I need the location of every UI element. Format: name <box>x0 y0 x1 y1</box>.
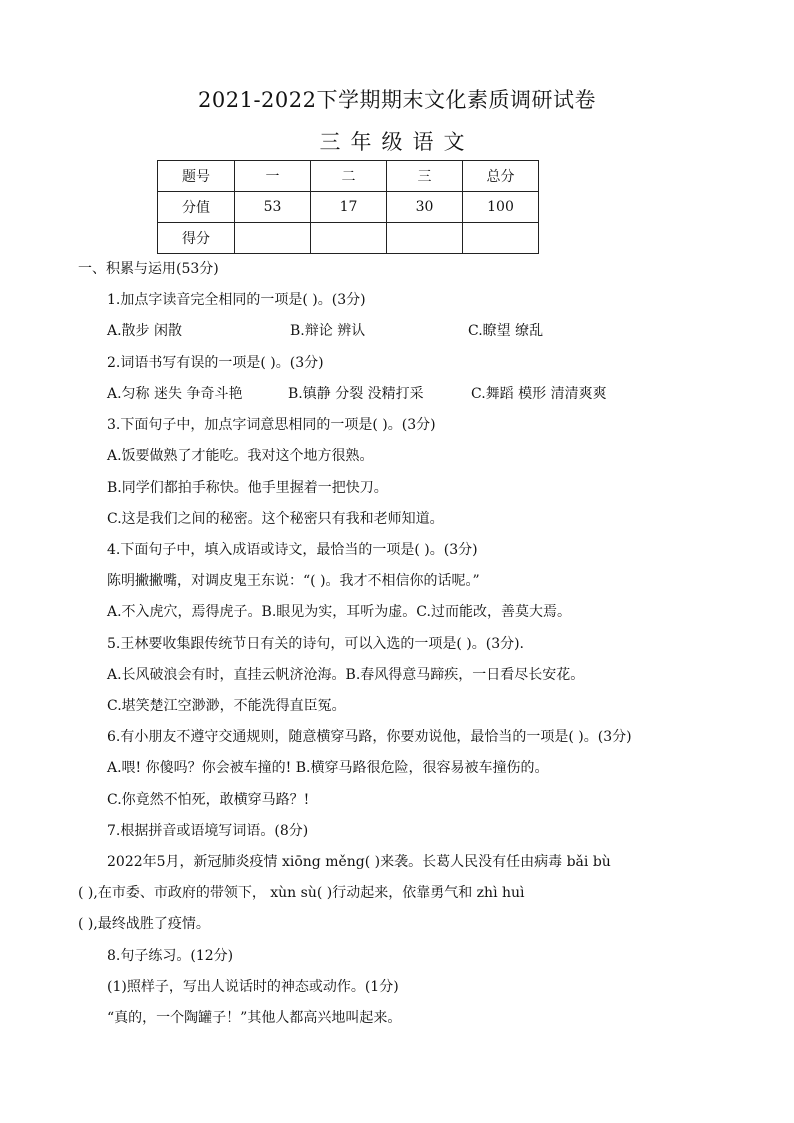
score-cell: 30 <box>387 192 463 223</box>
option-b: B.镇静 分裂 没精打采 <box>288 386 424 402</box>
option-b: B.同学们都拍手称快。他手里握着一把快刀。 <box>107 480 388 496</box>
question-text-7-line1: 2022年5月，新冠肺炎疫情 xiōng měng( )来袭。长葛人民没有任由病毒 bǎi bù <box>107 854 611 870</box>
question-stem-7: 7.根据拼音或语境写词语。(8分) <box>107 823 309 839</box>
score-header-cell: 总分 <box>463 161 539 192</box>
question-text-7-line2: ( ),在市委、市政府的带领下， xùn sù( )行动起来，依靠勇气和 zhì huì <box>78 885 525 901</box>
question-options-2 <box>107 384 607 404</box>
score-cell: 100 <box>463 192 539 223</box>
question-stem-4: 4.下面句子中，填入成语或诗文，最恰当的一项是( )。(3分) <box>107 542 478 558</box>
question-options-6: A.喂! 你傻吗？你会被车撞的! B.横穿马路很危险，很容易被车撞伤的。 <box>107 760 549 776</box>
score-cell: 17 <box>311 192 387 223</box>
score-table-row <box>158 192 539 223</box>
option-c: C.你竟然不怕死，敢横穿马路？! <box>107 792 310 808</box>
score-blank-cell[interactable] <box>463 223 539 254</box>
question-text-7-line3: ( ),最终战胜了疫情。 <box>78 916 210 932</box>
question-stem-6: 6.有小朋友不遵守交通规则，随意横穿马路，你要劝说他，最恰当的一项是( )。(3分) <box>107 729 632 745</box>
score-blank-cell[interactable] <box>387 223 463 254</box>
question-options-1 <box>107 321 707 341</box>
score-cell: 得分 <box>158 223 235 254</box>
question-stem-1: 1.加点字读音完全相同的一项是( )。(3分) <box>107 292 366 308</box>
question-options-4: A.不入虎穴，焉得虎子。B.眼见为实，耳听为虚。C.过而能改，善莫大焉。 <box>107 604 571 620</box>
exam-subtitle: 三年级语文 <box>319 130 475 154</box>
score-header-cell: 一 <box>235 161 311 192</box>
score-header-cell: 题号 <box>158 161 235 192</box>
question-options-5: A.长风破浪会有时，直挂云帆济沧海。B.春风得意马蹄疾，一日看尽长安花。 <box>107 667 585 683</box>
option-a: A.散步 闲散 <box>107 323 183 339</box>
question-stem-3: 3.下面句子中，加点字词意思相同的一项是( )。(3分) <box>107 417 436 433</box>
option-a: A.饭要做熟了才能吃。我对这个地方很熟。 <box>107 448 374 464</box>
score-header-cell: 二 <box>311 161 387 192</box>
option-c: C.这是我们之间的秘密。这个秘密只有我和老师知道。 <box>107 511 444 527</box>
score-cell: 分值 <box>158 192 235 223</box>
score-cell: 53 <box>235 192 311 223</box>
score-blank-cell[interactable] <box>311 223 387 254</box>
question-context-4: 陈明撇撇嘴，对调皮鬼王东说：“( )。我才不相信你的话呢。” <box>107 573 480 589</box>
option-c: C.舞蹈 模形 清清爽爽 <box>471 386 607 402</box>
score-header-cell: 三 <box>387 161 463 192</box>
score-table-row <box>158 223 539 254</box>
section-heading: 一、积累与运用(53分) <box>78 261 219 277</box>
exam-title: 2021-2022下学期期末文化素质调研试卷 <box>198 88 596 112</box>
question-stem-5: 5.王林要收集跟传统节日有关的诗句，可以入选的一项是( )。(3分). <box>107 636 525 652</box>
option-c: C.瞭望 缭乱 <box>468 323 544 339</box>
option-b: B.辩论 辨认 <box>290 323 366 339</box>
example-sentence: “真的，一个陶罐子！”其他人都高兴地叫起来。 <box>107 1010 402 1026</box>
option-c: C.堪笑楚江空渺渺，不能洗得直臣冤。 <box>107 698 346 714</box>
question-stem-8: 8.句子练习。(12分) <box>107 948 234 964</box>
score-table <box>157 160 539 254</box>
score-table-header-row <box>158 161 539 192</box>
option-a: A.匀称 迷失 争奇斗艳 <box>107 386 243 402</box>
question-stem-2: 2.词语书写有误的一项是( )。(3分) <box>107 355 324 371</box>
score-blank-cell[interactable] <box>235 223 311 254</box>
question-sub-8-1: (1)照样子，写出人说话时的神态或动作。(1分) <box>107 979 399 995</box>
